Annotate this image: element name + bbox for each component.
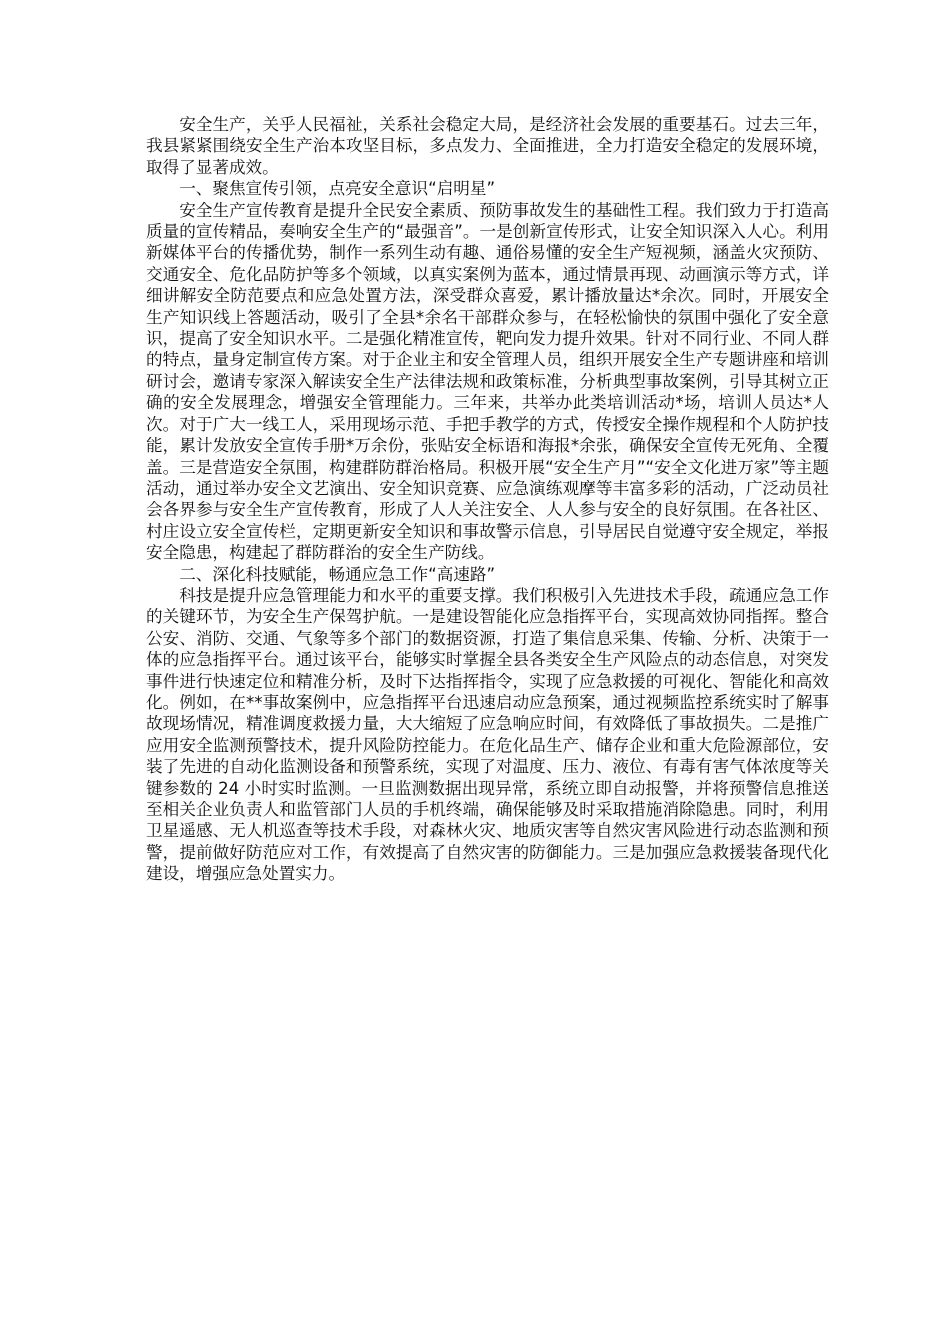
document-page (146, 114, 829, 885)
section-heading-1: 一、聚焦宣传引领，点亮安全意识“启明星” (179, 179, 496, 199)
intro-paragraph: 安全生产，关乎人民福祉，关系社会稳定大局，是经济社会发展的重要基石。过去三年，我县紧紧围绕安全生产治本攻坚目标，多点发力、全面推进，全力打造安全稳定的发展环境，取得了显著成效。 (146, 115, 829, 177)
section-body-1: 安全生产宣传教育是提升全民安全素质、预防事故发生的基础性工程。我们致力于打造高质量的宣传精品，奏响安全生产的“最强音”。一是创新宣传形式，让安全知识深入人心。利用新媒体平台的传播优势，制作一系列生动有趣、通俗易懂的安全生产短视频，涵盖火灾预防、交通安全、危化品防护等多个领域，以真实案例为蓝本，通过情景再现、动画演示等方式，详细讲解安全防范要点和应急处置方法，深受群众喜爱，累计播放量达*余次。同时，开展安全生产知识线上答题活动，吸引了全县*余名干部群众参与，在轻松愉快的氛围中强化了安全意识，提高了安全知识水平。二是强化精准宣传，靶向发力提升效果。针对不同行业、不同人群的特点，量身定制宣传方案。对于企业主和安全管理人员，组织开展安全生产专题讲座和培训研讨会，邀请专家深入解读安全生产法律法规和政策标准，分析典型事故案例，引导其树立正确的安全发展理念，增强安全管理能力。三年来，共举办此类培训活动*场，培训人员达*人次。对于广大一线工人，采用现场示范、手把手教学的方式，传授安全操作规程和个人防护技能，累计发放安全宣传手册*万余份，张贴安全标语和海报*余张，确保安全宣传无死角、全覆盖。三是营造安全氛围，构建群防群治格局。积极开展“安全生产月”“安全文化进万家”等主题活动，通过举办安全文艺演出、安全知识竞赛、应急演练观摩等丰富多彩的活动，广泛动员社会各界参与安全生产宣传教育，形成了人人关注安全、人人参与安全的良好氛围。在各社区、村庄设立安全宣传栏，定期更新安全知识和事故警示信息，引导居民自觉遵守安全规定，举报安全隐患，构建起了群防群治的安全生产防线。 (146, 200, 829, 563)
section-heading-2: 二、深化科技赋能，畅通应急工作“高速路” (179, 564, 496, 584)
section-body-2: 科技是提升应急管理能力和水平的重要支撑。我们积极引入先进技术手段，疏通应急工作的关键环节，为安全生产保驾护航。一是建设智能化应急指挥平台，实现高效协同指挥。整合公安、消防、交通、气象等多个部门的数据资源，打造了集信息采集、传输、分析、决策于一体的应急指挥平台。通过该平台，能够实时掌握全县各类安全生产风险点的动态信息，对突发事件进行快速定位和精准分析，及时下达指挥指令，实现了应急救援的可视化、智能化和高效化。例如，在**事故案例中，应急指挥平台迅速启动应急预案，通过视频监控系统实时了解事故现场情况，精准调度救援力量，大大缩短了应急响应时间，有效降低了事故损失。二是推广应用安全监测预警技术，提升风险防控能力。在危化品生产、储存企业和重大危险源部位，安装了先进的自动化监测设备和预警系统，实现了对温度、压力、液位、有毒有害气体浓度等关键参数的 24 小时实时监测。一旦监测数据出现异常，系统立即自动报警，并将预警信息推送至相关企业负责人和监管部门人员的手机终端，确保能够及时采取措施消除隐患。同时，利用卫星遥感、无人机巡查等技术手段，对森林火灾、地质灾害等自然灾害风险进行动态监测和预警，提前做好防范应对工作，有效提高了自然灾害的防御能力。三是加强应急救援装备现代化建设，增强应急处置实力。 (146, 585, 829, 884)
